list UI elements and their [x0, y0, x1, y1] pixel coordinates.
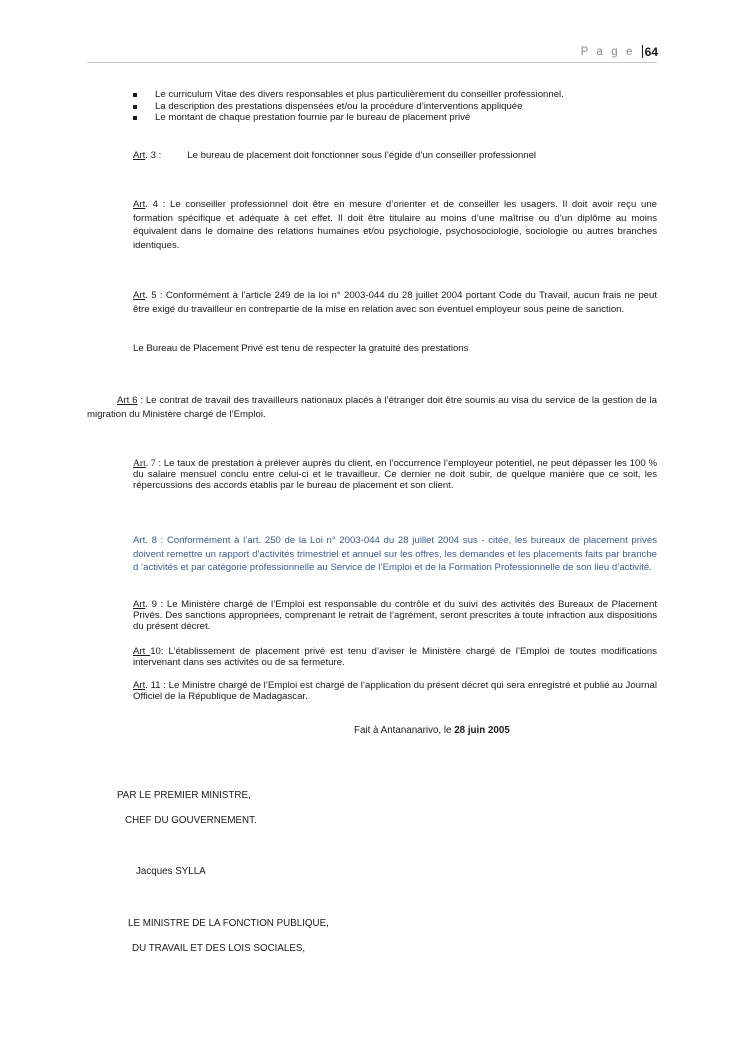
- place-date: [354, 725, 510, 736]
- page-label: P a g e: [580, 46, 635, 58]
- article-5: [133, 289, 657, 316]
- page-number: 64: [644, 45, 658, 59]
- list-item: La description des prestations dispensées et/ou la procédure d’interventions appliquée: [133, 101, 653, 113]
- article-text: . 9 : Le Ministère chargé de l’Emploi est responsable du contrôle et du suivi des activités des Bureaux de Placement Privés. Des sanctions appropriées, comprenant le retrait de l’agrément, seront prescrites à toute infraction aux dispositions du présent décret.: [133, 599, 657, 632]
- list-item: Le curriculum Vitae des divers responsables et plus particulièrement du conseiller professionnel.: [133, 89, 653, 101]
- article-10: [133, 646, 657, 668]
- article-text: . 11 : Le Ministre chargé de l’Emploi est chargé de l’application du présent décret qui sera enregistré et publié au Journal Officiel de la République de Madagascar.: [133, 680, 657, 702]
- page-header: [87, 44, 657, 63]
- signatory-name: Jacques SYLLA: [136, 866, 206, 877]
- list-item: Le montant de chaque prestation fournie par le bureau de placement privé: [133, 112, 653, 124]
- article-label: Art: [133, 150, 146, 161]
- article-label: Art: [133, 680, 146, 691]
- article-label: Art: [133, 290, 146, 301]
- article-number: . 7: [145, 458, 156, 469]
- signature-date: 28 juin 2005: [454, 725, 510, 736]
- article-text: . 5 : Conformément à l’article 249 de la loi n° 2003-044 du 28 juillet 2004 portant Code du Travail, aucun frais ne peut être exigé du travailleur en contrepartie de la mise en relation avec son éventuel employeur sous peine de sanction.: [133, 290, 657, 315]
- article-7: [133, 458, 657, 491]
- article-text: 10: L’établissement de placement privé est tenu d’aviser le Ministère chargé de l’Emploi de toutes modifications intervenant dans ses activités ou de sa fermeture.: [133, 646, 657, 668]
- requirements-list: [133, 89, 653, 124]
- article-label: Art: [133, 199, 146, 210]
- article-text: . 4 : Le conseiller professionnel doit être en mesure d’orienter et de conseiller les usagers. Il doit avoir reçu une formation spécifique et adéquate à cet effet. Il doit être titulaire au moins d’une maîtrise ou d’un diplôme au moins équivalent dans le domaine des relations humaines et/ou psychologie, psychosociologie, sociologie ou autres branches identiques.: [133, 199, 657, 251]
- article-label: Art 6: [117, 395, 138, 406]
- article-label: Art: [133, 458, 146, 469]
- article-11: [133, 680, 657, 702]
- page-separator: [642, 45, 643, 58]
- article-5-note: Le Bureau de Placement Privé est tenu de respecter la gratuité des prestations: [133, 343, 469, 354]
- minister-line-2: DU TRAVAIL ET DES LOIS SOCIALES,: [132, 943, 306, 954]
- article-number: . 3 :: [145, 150, 162, 161]
- article-8: Art. 8 : Conformément à l’art. 250 de la Loi n° 2003-044 du 28 juillet 2004 sus - citée, les bureaux de placement privés doivent remettre un rapport d’activités trimestriel et annuel sur les offres, les demandes et les placements faits par branche d ‘activités et par catégorie professionnelle au Service de l’Emploi et de la Formation Professionnelle de son lieu d’activité.: [133, 535, 657, 573]
- place-date-prefix: Fait à Antananarivo, le: [354, 725, 455, 736]
- article-4: [133, 198, 657, 252]
- signature-line-2: CHEF DU GOUVERNEMENT.: [125, 815, 257, 826]
- signature-line-1: PAR LE PREMIER MINISTRE,: [117, 790, 251, 801]
- article-text: : Le taux de prestation à prélever auprès du client, en l’occurrence l’employeur potentiel, ne peut dépasser les 100 % du salaire mensuel conclu entre celui-ci et le travailleur. Ce dernier ne doit subir, de quelque manière que ce soit, les répercussions des accords établis par le bureau de placement et son client.: [133, 458, 657, 491]
- article-text: : Le contrat de travail des travailleurs nationaux placés à l’étranger doit être soumis au visa du service de la gestion de la migration du Ministère chargé de l’Emploi.: [87, 395, 657, 420]
- article-text: Le bureau de placement doit fonctionner sous l’égide d’un conseiller professionnel: [187, 150, 537, 161]
- article-label: Art: [133, 646, 151, 657]
- article-9: [133, 599, 657, 632]
- article-6: [87, 394, 657, 421]
- minister-line-1: LE MINISTRE DE LA FONCTION PUBLIQUE,: [128, 918, 329, 929]
- article-3: [133, 149, 657, 163]
- article-label: Art: [133, 599, 146, 610]
